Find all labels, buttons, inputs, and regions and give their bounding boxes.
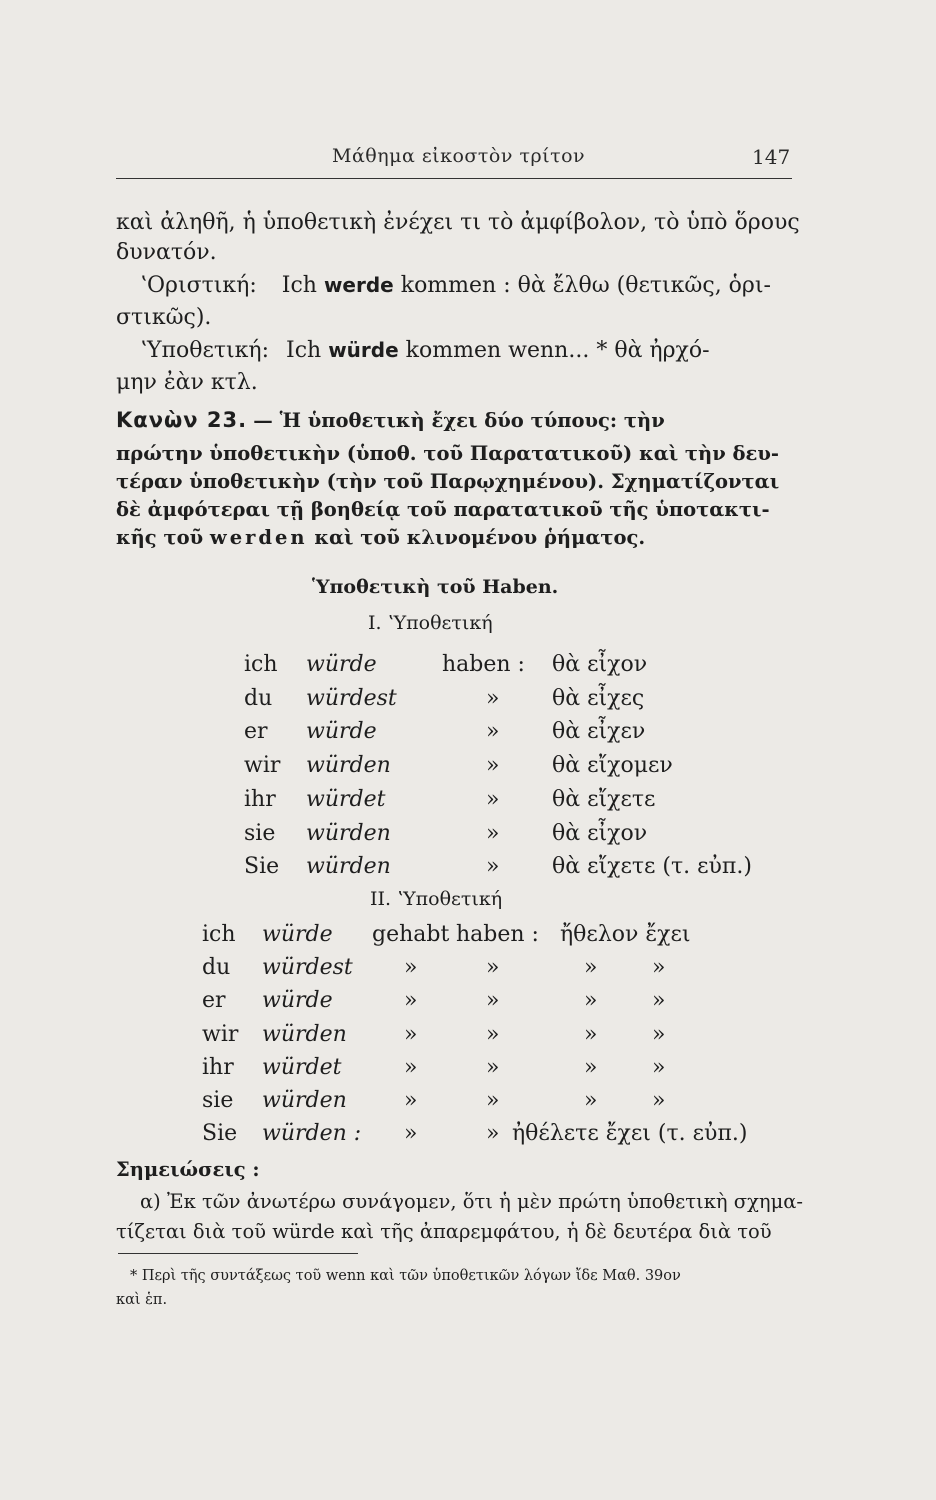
table2-c2-cell: » xyxy=(486,988,500,1014)
table1-pron-cell: ihr xyxy=(244,786,276,812)
table1-pron-cell: du xyxy=(244,685,273,711)
table2-pron-cell: er xyxy=(202,988,226,1014)
rule-first-line xyxy=(116,408,665,432)
table2-pron-cell: wir xyxy=(202,1021,239,1047)
german-text: kommen : xyxy=(400,273,511,298)
highlight-verb: würde xyxy=(328,338,399,362)
table2-c3-cell: ἠθέλετε ἔχει (τ. εὐπ.) xyxy=(512,1121,748,1147)
table2-c2-cell: haben : xyxy=(456,922,539,947)
table2-pron-cell: Sie xyxy=(202,1121,238,1147)
page-number: 147 xyxy=(752,145,791,169)
table2-c3-cell: » xyxy=(584,955,598,981)
table2-c4-cell: » xyxy=(652,988,666,1014)
table2-c2-cell: » xyxy=(486,955,500,981)
table2-c3-cell: » xyxy=(584,1088,598,1113)
note-a-line-1: α) Ἐκ τῶν ἀνωτέρω συνάγομεν, ὅτι ἡ μὲν πρώτη ὑποθετικὴ σχημα- xyxy=(140,1190,804,1213)
section-title: Ὑποθετικὴ τοῦ Haben. xyxy=(312,576,559,598)
highlight-verb: werde xyxy=(323,273,394,297)
table1-greek-cell: θὰ εἶχεν xyxy=(552,719,646,745)
rule-line-4: δὲ ἀμφότεραι τῇ βοηθείᾳ τοῦ παρατατικοῦ τῆς ὑποτακτι- xyxy=(116,498,770,521)
table1-greek-cell: θὰ εἴχομεν xyxy=(552,753,673,779)
table1-aux-cell: » xyxy=(486,820,500,846)
example-conditional-cont: μην ἐὰν κτλ. xyxy=(116,370,258,395)
footnote-line-1: * Περὶ τῆς συντάξεως τοῦ wenn καὶ τῶν ὑποθετικῶν λόγων ἴδε Μαθ. 39ον xyxy=(130,1268,681,1284)
table1-aux-cell: » xyxy=(486,719,500,745)
rule-text: — Ἡ ὑποθετικὴ ἔχει δύο τύπους: τὴν xyxy=(253,409,665,432)
table2-c3-cell: ἤθελον ἔχει xyxy=(560,922,691,947)
table1-verb-cell: würdest xyxy=(306,685,397,711)
example-indicative-cont: στικῶς). xyxy=(116,305,212,330)
rule-line-2: πρώτην ὑποθετικὴν (ὑποθ. τοῦ Παρατατικοῦ) καὶ τὴν δευ- xyxy=(116,442,780,465)
table1-greek-cell: θὰ εἴχετε xyxy=(552,786,656,812)
table2-verb-cell: würde xyxy=(262,922,333,947)
table1-verb-cell: würde xyxy=(306,652,377,677)
table2-pron-cell: sie xyxy=(202,1088,234,1113)
werden-spaced: werden xyxy=(209,526,308,549)
table2-c1-cell: » xyxy=(404,1088,418,1113)
table2-pron-cell: du xyxy=(202,955,231,981)
table2-verb-cell: würden xyxy=(262,1021,347,1047)
notes-label: Σημειώσεις : xyxy=(116,1158,260,1181)
table1-greek-cell: θὰ εἴχετε (τ. εὐπ.) xyxy=(552,854,752,880)
table2-c3-cell: » xyxy=(584,988,598,1014)
table2-pron-cell: ihr xyxy=(202,1054,234,1080)
footnote-line-2: καὶ ἑπ. xyxy=(116,1292,168,1308)
table2-verb-cell: würden : xyxy=(262,1121,362,1147)
table1-pron-cell: er xyxy=(244,719,268,745)
table2-c1-cell: » xyxy=(404,1121,418,1147)
table2-c4-cell: » xyxy=(652,1088,666,1113)
intro-line-1: καὶ ἀληθῆ, ἡ ὑποθετικὴ ἐνέχει τι τὸ ἀμφίβολον, τὸ ὑπὸ ὅρους xyxy=(116,210,800,235)
table1-aux-cell: haben : xyxy=(442,652,525,677)
mood-label: ʽΟριστική: xyxy=(140,273,257,298)
table2-verb-cell: würdest xyxy=(262,955,353,981)
table2-c1-cell: » xyxy=(404,1054,418,1080)
table1-aux-cell: » xyxy=(486,854,500,880)
table2-verb-cell: würdet xyxy=(262,1054,342,1080)
table1-verb-cell: würdet xyxy=(306,786,386,812)
german-text: Ich xyxy=(281,273,317,298)
subsection-2-title: II. ʽΥποθετική xyxy=(370,888,503,910)
table1-aux-cell: » xyxy=(486,753,500,779)
table2-c3-cell: » xyxy=(584,1021,598,1047)
rule-text: καὶ τοῦ κλινομένου ῥήματος. xyxy=(314,526,646,549)
mood-label: ʽΥποθετική: xyxy=(140,338,270,363)
example-indicative xyxy=(140,273,771,298)
table2-c4-cell: » xyxy=(652,955,666,981)
table1-pron-cell: wir xyxy=(244,753,281,779)
table2-c2-cell: » xyxy=(486,1021,500,1047)
table1-verb-cell: würden xyxy=(306,753,391,779)
example-conditional xyxy=(140,338,710,363)
table1-pron-cell: sie xyxy=(244,820,276,846)
table1-aux-cell: » xyxy=(486,786,500,812)
table2-c2-cell: » xyxy=(486,1054,500,1080)
rule-label: Κανὼν 23. xyxy=(116,408,248,432)
running-head: Μάθημα εἰκοστὸν τρίτον xyxy=(332,145,586,167)
table1-pron-cell: Sie xyxy=(244,854,280,880)
rule-line-5 xyxy=(116,526,645,549)
table2-c1-cell: » xyxy=(404,988,418,1014)
intro-line-2: δυνατόν. xyxy=(116,240,217,265)
table1-greek-cell: θὰ εἶχον xyxy=(552,820,648,846)
table1-greek-cell: θὰ εἶχον xyxy=(552,652,648,677)
table2-verb-cell: würde xyxy=(262,988,333,1014)
rule-line-3: τέραν ὑποθετικὴν (τὴν τοῦ Παρῳχημένου). Σχηματίζονται xyxy=(116,470,780,493)
table2-pron-cell: ich xyxy=(202,922,236,947)
table2-c3-cell: » xyxy=(584,1054,598,1080)
table2-verb-cell: würden xyxy=(262,1088,347,1113)
german-text: kommen wenn... * xyxy=(405,338,608,363)
table1-verb-cell: würden xyxy=(306,854,391,880)
german-text: Ich xyxy=(286,338,322,363)
table1-verb-cell: würden xyxy=(306,820,391,846)
table1-aux-cell: » xyxy=(486,685,500,711)
table2-c2-cell: » xyxy=(486,1088,500,1113)
subsection-1-title: I. ʽΥποθετική xyxy=(368,612,493,634)
table1-pron-cell: ich xyxy=(244,652,278,677)
footnote-rule xyxy=(118,1253,358,1254)
table2-c2-cell: » xyxy=(486,1121,500,1147)
table2-c4-cell: » xyxy=(652,1021,666,1047)
table1-verb-cell: würde xyxy=(306,719,377,745)
greek-translation: θὰ ἔλθω (θετικῶς, ὁρι- xyxy=(517,273,771,298)
header-rule xyxy=(116,178,792,179)
table2-c1-cell: » xyxy=(404,1021,418,1047)
rule-text: κῆς τοῦ xyxy=(116,526,204,549)
table1-greek-cell: θὰ εἶχες xyxy=(552,685,645,711)
note-a-line-2: τίζεται διὰ τοῦ würde καὶ τῆς ἀπαρεμφάτου, ἡ δὲ δευτέρα διὰ τοῦ xyxy=(116,1220,772,1243)
table2-c1-cell: » xyxy=(404,955,418,981)
table2-c1-cell: gehabt xyxy=(372,922,450,947)
table2-c4-cell: » xyxy=(652,1054,666,1080)
greek-translation: θὰ ἠρχό- xyxy=(614,338,710,363)
